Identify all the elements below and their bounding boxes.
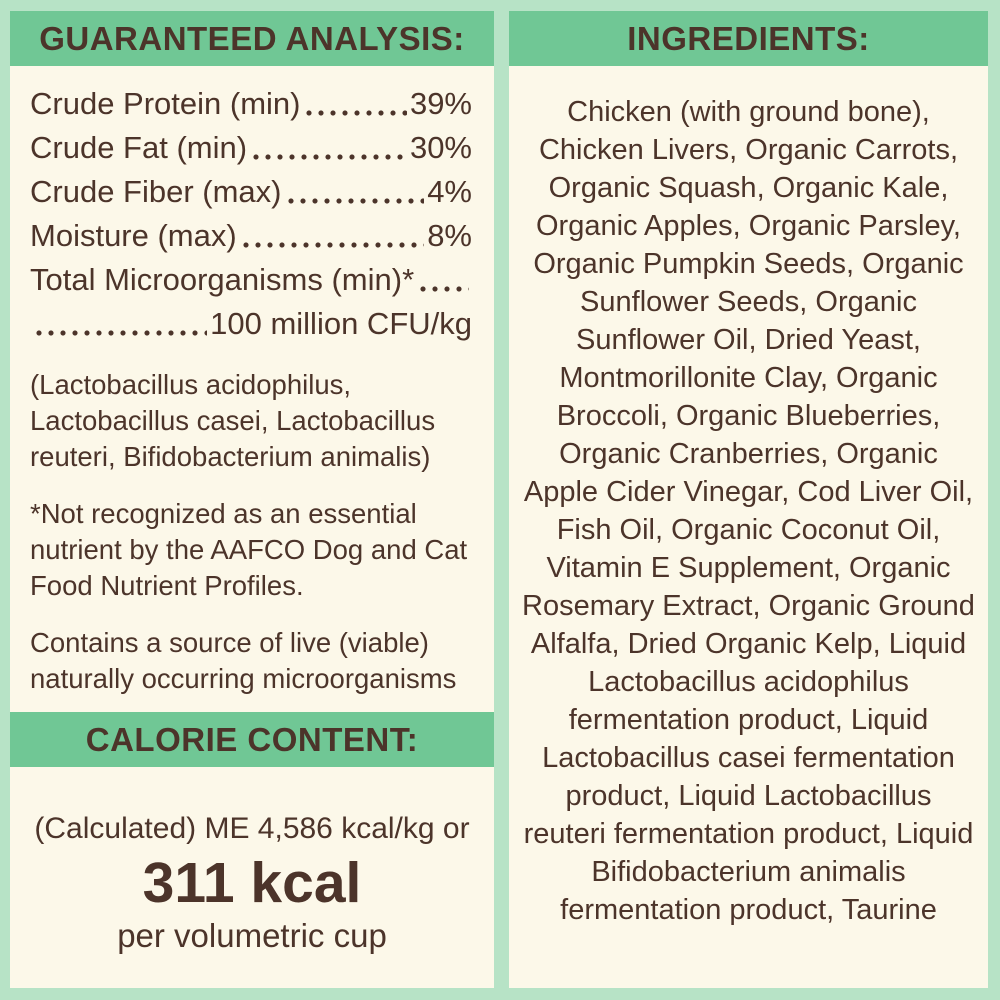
dot-leader — [417, 285, 469, 293]
calorie-value: 311 kcal — [142, 851, 362, 915]
analysis-row-microorganisms-value — [30, 302, 472, 346]
calorie-calculated-line: (Calculated) ME 4,586 kcal/kg or — [34, 812, 470, 845]
calorie-content-body — [10, 767, 494, 985]
calorie-content-title: CALORIE CONTENT: — [85, 720, 419, 758]
analysis-label: Moisture (max) — [30, 218, 237, 253]
dot-leader — [285, 197, 425, 205]
calorie-unit: per volumetric cup — [117, 917, 387, 954]
analysis-label: Crude Fat (min) — [30, 130, 248, 165]
dot-leader — [250, 153, 407, 161]
analysis-label: Crude Fiber (max) — [30, 174, 282, 209]
calorie-content-header — [10, 712, 494, 767]
analysis-label: Total Microorganisms (min)* — [30, 262, 415, 297]
ingredients-title: INGREDIENTS: — [627, 19, 870, 57]
dot-leader — [33, 329, 207, 337]
dot-leader — [303, 109, 406, 117]
analysis-value: 100 million CFU/kg — [210, 306, 472, 341]
analysis-label: Crude Protein (min) — [30, 86, 301, 121]
ingredients-panel — [509, 11, 988, 988]
ingredients-list: Chicken (with ground bone), Chicken Livers, Organic Carrots, Organic Squash, Organic Kale, Organic Apples, Organic Parsley, Organic Pumpkin Seeds, Organic Sunflower Seeds, Organic Sunflower Oil, Dried Yeast, Montmorillonite Clay, Organic Broccoli, Organic Blueberries, Organic Cranberries, Organic Apple Cider Vinegar, Cod Liver Oil, Fish Oil, Organic Coconut Oil, Vitamin E Supplement, Organic Rosemary Extract, Organic Ground Alfalfa, Dried Organic Kelp, Liquid Lactobacillus acidophilus fermentation product, Liquid Lactobacillus casei fermentation product, Liquid Lactobacillus reuteri fermentation product, Liquid Bifidobacterium animalis fermentation product, Taurine — [522, 96, 975, 926]
analysis-value: 4% — [427, 174, 472, 209]
live-microorganisms-note: Contains a source of live (viable) naturally occurring microorganisms — [30, 627, 457, 694]
analysis-value: 39% — [409, 86, 472, 121]
dot-leader — [240, 241, 424, 249]
analysis-row-microorganisms-label — [30, 258, 472, 302]
analysis-row-moisture — [30, 214, 472, 258]
guaranteed-analysis-title: GUARANTEED ANALYSIS: — [39, 19, 465, 57]
species-note: (Lactobacillus acidophilus, Lactobacillus casei, Lactobacillus reuteri, Bifidobacterium animalis) — [30, 369, 436, 472]
analysis-value: 8% — [427, 218, 472, 253]
guaranteed-analysis-panel — [10, 11, 494, 988]
guaranteed-analysis-header — [10, 11, 494, 66]
analysis-row-crude-fat — [30, 126, 472, 170]
analysis-row-crude-fiber — [30, 170, 472, 214]
ingredients-header — [509, 11, 988, 66]
guaranteed-analysis-content — [10, 66, 494, 712]
aafco-footnote: *Not recognized as an essential nutrient by the AAFCO Dog and Cat Food Nutrient Profiles. — [30, 498, 468, 601]
analysis-row-crude-protein — [30, 82, 472, 126]
analysis-value: 30% — [409, 130, 472, 165]
